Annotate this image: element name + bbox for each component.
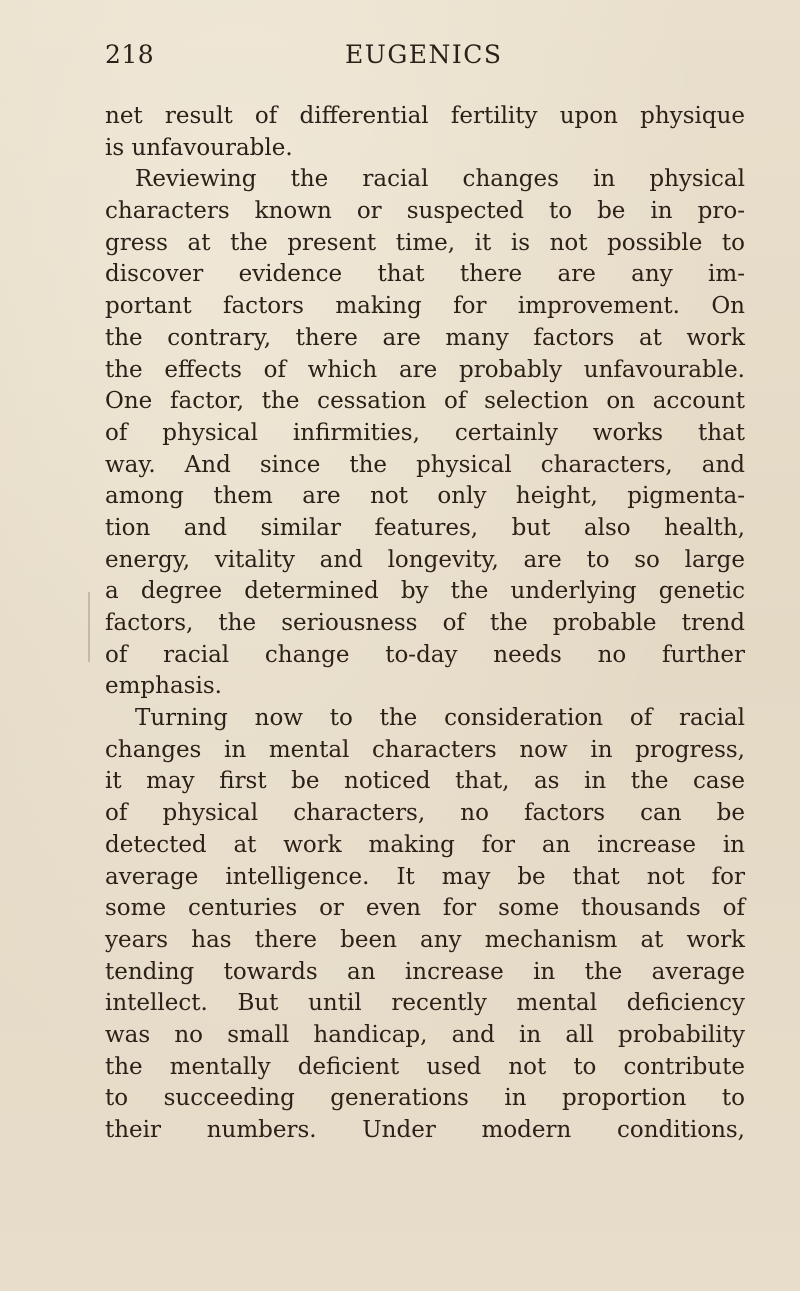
paragraph-start-line: Turning now to the consideration of racial [135, 705, 745, 732]
text-line: years has there been any mechanism at work [105, 926, 745, 953]
text-line: their numbers. Under modern conditions, [105, 1117, 745, 1143]
page-header [105, 40, 740, 80]
text-line: changes in mental characters now in progress, [105, 736, 745, 763]
text-line: to succeeding generations in proportion to [105, 1085, 745, 1112]
text-line: of physical infirmities, certainly works that [105, 419, 745, 446]
text-line: tion and similar features, but also health, [105, 514, 745, 541]
text-line: some centuries or even for some thousands of [105, 895, 745, 922]
page-number: 218 [105, 40, 155, 69]
text-line: detected at work making for an increase in [105, 831, 745, 858]
text-line: characters known or suspected to be in pro- [105, 198, 745, 225]
text-line: average intelligence. It may be that not for [105, 863, 745, 890]
text-line: the effects of which are probably unfavourable. [105, 356, 745, 383]
text-line: portant factors making for improvement. On [105, 293, 745, 320]
text-line: tending towards an increase in the average [105, 958, 745, 985]
body-text [105, 101, 745, 1147]
text-line: emphasis. [105, 673, 222, 700]
text-line: way. And since the physical characters, and [105, 451, 745, 478]
text-line: it may first be noticed that, as in the case [105, 768, 745, 795]
text-line: among them are not only height, pigmenta- [105, 483, 745, 510]
text-line: is unfavourable. [105, 134, 293, 161]
text-line: of physical characters, no factors can be [105, 800, 745, 827]
text-line: energy, vitality and longevity, are to so large [105, 546, 745, 573]
text-line: One factor, the cessation of selection on account [105, 388, 745, 415]
text-line: the mentally deficient used not to contribute [105, 1053, 745, 1080]
text-line: net result of differential fertility upon physique [105, 103, 745, 129]
text-line: of racial change to-day needs no further [105, 641, 745, 668]
text-line: factors, the seriousness of the probable trend [105, 610, 745, 636]
text-line: gress at the present time, it is not possible to [105, 229, 745, 256]
text-line: was no small handicap, and in all probability [105, 1021, 745, 1048]
text-line: the contrary, there are many factors at work [105, 324, 745, 351]
text-line: a degree determined by the underlying genetic [105, 578, 745, 605]
margin-mark [88, 592, 90, 662]
text-line: discover evidence that there are any im- [105, 261, 745, 288]
text-line: intellect. But until recently mental deficiency [105, 990, 745, 1017]
running-head: EUGENICS [345, 40, 503, 69]
paragraph-start-line: Reviewing the racial changes in physical [135, 166, 745, 193]
